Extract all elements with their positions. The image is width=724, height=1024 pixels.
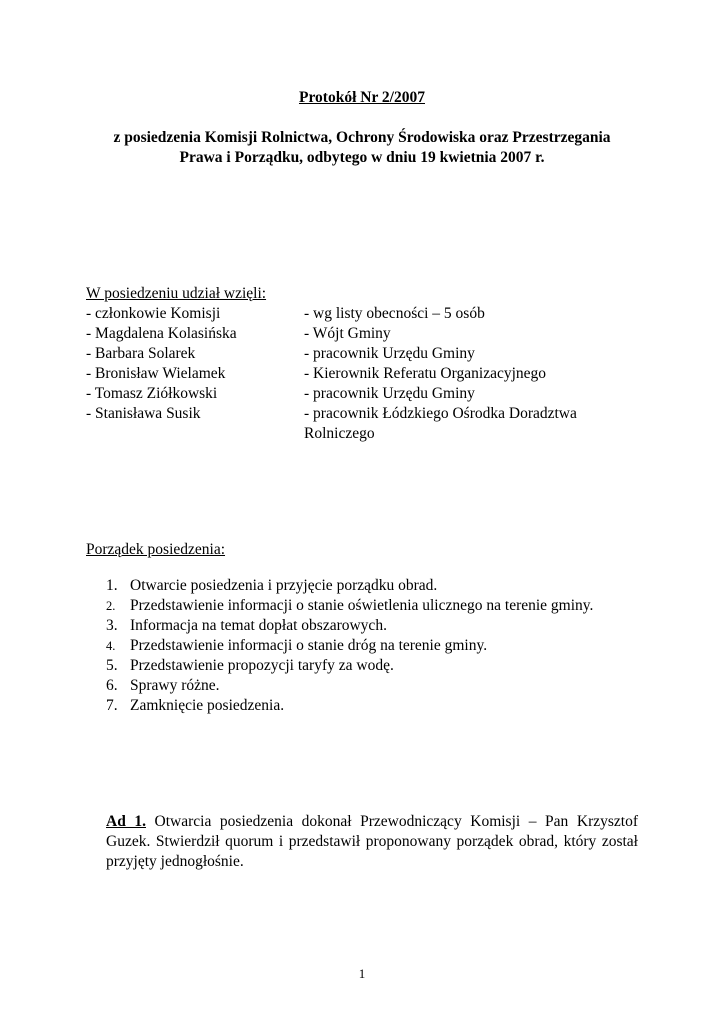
agenda-item-number: 1. — [106, 577, 118, 594]
agenda-item — [106, 656, 638, 676]
agenda-item-number: 5. — [106, 657, 118, 674]
attendee-name: - Magdalena Kolasińska — [86, 325, 237, 342]
subtitle-line-2: Prawa i Porządku, odbytego w dniu 19 kwietnia 2007 r. — [179, 149, 545, 166]
agenda-item-number: 7. — [106, 697, 118, 714]
ad1-paragraph — [106, 812, 638, 872]
attendance-row — [86, 344, 646, 364]
agenda-header: Porządek posiedzenia: — [86, 541, 226, 558]
agenda-item-text: Przedstawienie propozycji taryfy za wodę. — [130, 657, 394, 674]
document-title: Protokół Nr 2/2007 — [298, 89, 425, 106]
attendance-row — [86, 404, 646, 444]
agenda-list — [106, 576, 638, 716]
agenda-item — [106, 596, 638, 616]
agenda-item-text: Przedstawienie informacji o stanie dróg na terenie gminy. — [130, 637, 488, 654]
agenda-item-text: Przedstawienie informacji o stanie oświetlenia ulicznego na terenie gminy. — [130, 597, 594, 614]
document-subtitle — [80, 128, 644, 168]
attendee-name: - Barbara Solarek — [86, 345, 196, 362]
attendee-role: - Kierownik Referatu Organizacyjnego — [304, 365, 547, 382]
attendee-role: - wg listy obecności – 5 osób — [304, 305, 485, 322]
agenda-item-number: 4. — [106, 639, 116, 653]
agenda-item-text: Informacja na temat dopłat obszarowych. — [130, 617, 387, 634]
agenda-item — [106, 636, 638, 656]
agenda-item — [106, 576, 638, 596]
attendance-row — [86, 384, 646, 404]
attendee-name: - Stanisława Susik — [86, 405, 201, 422]
attendance-row — [86, 324, 646, 344]
agenda-item-number: 2. — [106, 599, 116, 613]
attendance-list — [86, 304, 646, 444]
attendee-name: - Tomasz Ziółkowski — [86, 385, 218, 402]
subtitle-line-1: z posiedzenia Komisji Rolnictwa, Ochrony Środowiska oraz Przestrzegania — [113, 129, 611, 146]
agenda-item-text: Sprawy różne. — [130, 677, 220, 694]
agenda-item-number: 3. — [106, 617, 118, 634]
page-number: 1 — [358, 966, 366, 981]
agenda-item — [106, 696, 638, 716]
attendee-role: - Wójt Gminy — [304, 325, 391, 342]
ad1-text: Otwarcia posiedzenia dokonał Przewodniczący Komisji – Pan Krzysztof Guzek. Stwierdził quorum i przedstawił proponowany porządek obrad, który został przyjęty jednogłośnie. — [106, 813, 638, 870]
agenda-item-text: Otwarcie posiedzenia i przyjęcie porządku obrad. — [130, 577, 438, 594]
attendee-role: - pracownik Łódzkiego Ośrodka Doradztwa Rolniczego — [304, 405, 577, 442]
attendee-name: - Bronisław Wielamek — [86, 365, 226, 382]
attendee-name: - członkowie Komisji — [86, 305, 221, 322]
agenda-item — [106, 616, 638, 636]
agenda-item-text: Zamknięcie posiedzenia. — [130, 697, 285, 714]
attendee-role: - pracownik Urzędu Gminy — [304, 385, 475, 402]
attendee-role: - pracownik Urzędu Gminy — [304, 345, 475, 362]
attendance-row — [86, 304, 646, 324]
agenda-item-number: 6. — [106, 677, 118, 694]
agenda-item — [106, 676, 638, 696]
ad1-label: Ad 1. — [106, 813, 146, 830]
attendance-row — [86, 364, 646, 384]
attendance-header: W posiedzeniu udział wzięli: — [86, 285, 267, 302]
